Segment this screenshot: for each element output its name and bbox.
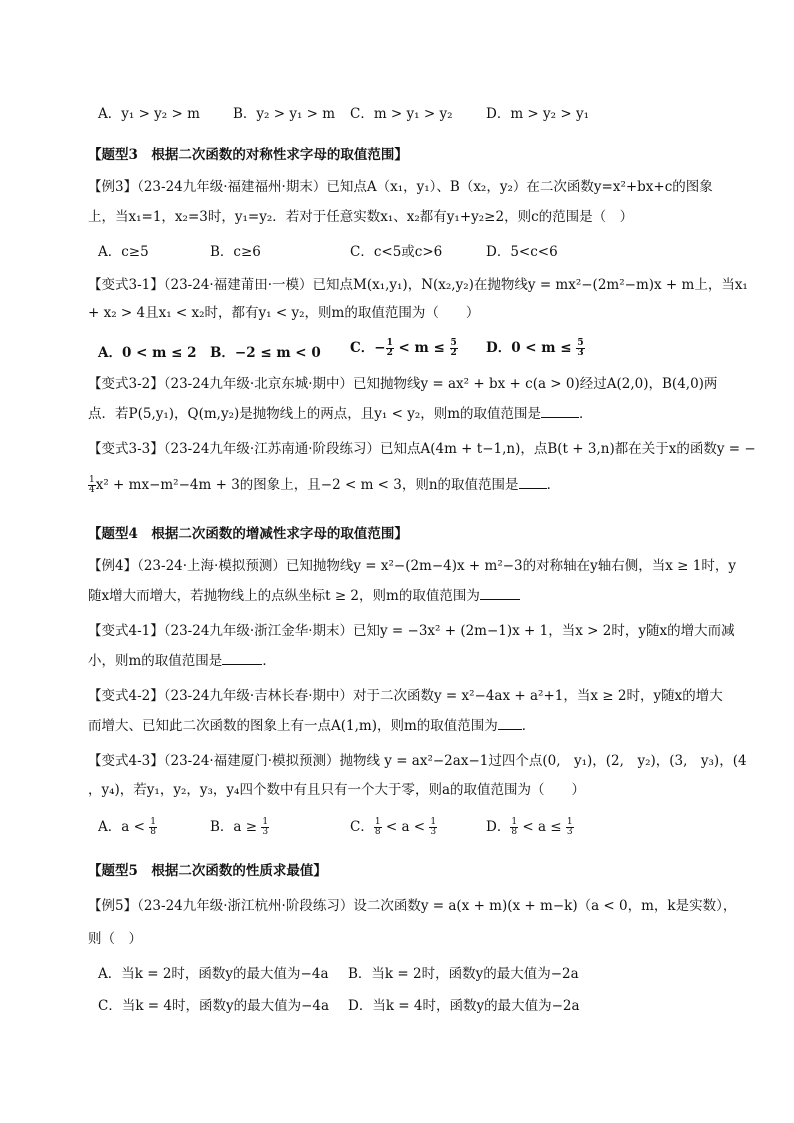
variant4-3-option-b: B．a ≥ $\frac{1}{3}$ xyxy=(210,817,269,837)
variant4-2-line1: 【变式4-2】（23-24九年级·吉林长春·期中）对于二次函数y = x²−4ax + a²+1，当x ≥ 2时，y随x的增大 xyxy=(88,688,723,704)
variant3-1-option-d: D．0 < m ≤ $\frac{5}{3}$ xyxy=(486,338,584,358)
example3-option-d: D．5<c<6 xyxy=(486,244,558,260)
example3-line1: 【例3】（23-24九年级·福建福州·期末）已知点A（x₁，y₁）、B（x₂，y₂）在二次函数y=x²+bx+c的图象 xyxy=(88,179,713,195)
answer-blank xyxy=(519,476,547,489)
variant4-2-line2: 而增大、已知此二次函数的图象上有一点A(1,m)，则m的取值范围为 ． xyxy=(88,718,536,734)
section-header-type3: 【题型3 根据二次函数的对称性求字母的取值范围】 xyxy=(88,147,408,163)
example3-option-a: A．c≥5 xyxy=(98,244,149,260)
option-b: B．y₂ > y₁ > m xyxy=(233,106,336,122)
variant4-3-option-c: C． $\frac{1}{8}$ < a < $\frac{1}{3}$ xyxy=(350,817,437,837)
variant3-3-line2: $\frac{1}{4}$ x² + mx−m²−4m + 3的图象上，且−2 < m < 3，则n的取值范围是 ． xyxy=(89,475,561,495)
example5-option-d: D．当k = 4时，函数y的最大值为−2a xyxy=(348,998,580,1014)
variant3-2-line2: 点．若P(5,y₁)，Q(m,y₂)是抛物线上的两点，且y₁ < y₂，则m的取值范围是 ． xyxy=(88,406,593,422)
variant3-3-line1: 【变式3-3】（23-24九年级·江苏南通·阶段练习）已知点A(4m + t−1,n)，点B(t + 3,n)都在关于x的函数y = − xyxy=(88,441,756,457)
variant3-2-line1: 【变式3-2】（23-24九年级·北京东城·期中）已知抛物线y = ax² + bx + c(a > 0)经过A(2,0)，B(4,0)两 xyxy=(88,376,718,392)
variant3-1-option-c: C．− $\frac{1}{2}$ < m ≤ $\frac{5}{2}$ xyxy=(350,338,457,358)
section-header-type5: 【题型5 根据二次函数的性质求最值】 xyxy=(88,863,327,879)
variant3-1-line1: 【变式3-1】（23-24·福建莆田·一模）已知点M(x₁,y₁)，N(x₂,y₂)在抛物线y = mx²−(2m²−m)x + m上，当x₁ xyxy=(88,277,748,293)
variant4-3-line2: ，y₄)，若y₁，y₂，y₃，y₄四个数中有且只有一个大于零，则a的取值范围为（ ） xyxy=(88,782,586,798)
variant4-3-line1: 【变式4-3】（23-24·福建厦门·模拟预测）抛物线 y = ax²−2ax−1过四个点(0, y₁)，(2, y₂)，(3, y₃)，(4 xyxy=(88,753,747,769)
variant3-1-line2: + x₂ > 4且x₁ < x₂时，都有y₁ < y₂，则m的取值范围为（ ） xyxy=(88,305,480,321)
example4-line1: 【例4】（23-24·上海·模拟预测）已知抛物线y = x²−(2m−4)x + m²−3的对称轴在y轴右侧，当x ≥ 1时，y xyxy=(88,558,736,574)
variant4-3-option-a: A．a < $\frac{1}{8}$ xyxy=(98,817,156,837)
variant3-1-option-a: A．0 < m ≤ 2 xyxy=(98,345,197,361)
example4-line2: 随x增大而增大，若抛物线上的点纵坐标t ≥ 2，则m的取值范围为 xyxy=(88,587,520,605)
example5-line2: 则（ ） xyxy=(88,931,142,947)
variant4-3-option-d: D． $\frac{1}{8}$ < a ≤ $\frac{1}{3}$ xyxy=(486,817,573,837)
example5-line1: 【例5】（23-24九年级·浙江杭州·阶段练习）设二次函数y = a(x + m)(x + m−k)（a < 0，m，k是实数）， xyxy=(88,898,737,914)
example3-option-b: B．c≥6 xyxy=(210,244,261,260)
variant4-1-line1: 【变式4-1】（23-24九年级·浙江金华·期末）已知y = −3x² + (2m−1)x + 1，当x > 2时，y随x的增大而减 xyxy=(88,623,735,639)
option-d: D．m > y₂ > y₁ xyxy=(486,106,589,122)
answer-blank xyxy=(498,717,522,730)
variant4-1-line2: 小，则m的取值范围是 ． xyxy=(88,653,276,669)
answer-blank xyxy=(541,405,579,418)
example3-option-c: C．c<5或c>6 xyxy=(350,244,443,260)
answer-blank xyxy=(222,652,262,665)
example5-option-b: B．当k = 2时，函数y的最大值为−2a xyxy=(348,966,579,982)
example5-option-a: A．当k = 2时，函数y的最大值为−4a xyxy=(98,966,329,982)
example5-option-c: C．当k = 4时，函数y的最大值为−4a xyxy=(98,998,330,1014)
option-c: C．m > y₁ > y₂ xyxy=(350,106,453,122)
option-a: A．y₁ > y₂ > m xyxy=(98,106,200,122)
variant3-1-option-b: B．−2 ≤ m < 0 xyxy=(210,345,321,361)
example3-line2: 上，当x₁=1，x₂=3时，y₁=y₂．若对于任意实数x₁、x₂都有y₁+y₂≥2，则c的范围是（ ） xyxy=(88,209,634,225)
section-header-type4: 【题型4 根据二次函数的增减性求字母的取值范围】 xyxy=(88,526,408,542)
answer-blank xyxy=(480,587,520,600)
